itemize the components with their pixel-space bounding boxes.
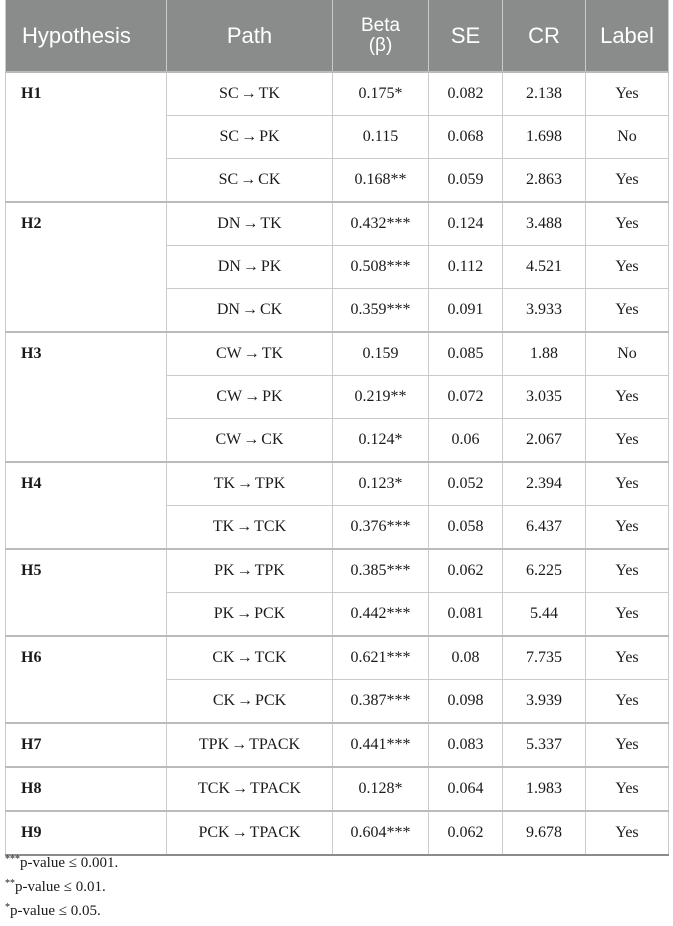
path-from: SC (218, 171, 239, 188)
path-cell (167, 636, 333, 680)
hypothesis-table (5, 0, 669, 856)
se-cell: 0.059 (429, 159, 503, 203)
se-cell: 0.068 (429, 116, 503, 159)
se-cell: 0.064 (429, 767, 503, 811)
path-cell (167, 332, 333, 376)
path-cell (167, 202, 333, 246)
path-to: TPACK (249, 824, 301, 841)
label-cell: Yes (586, 72, 669, 116)
path-cell (167, 593, 333, 637)
cr-cell: 3.939 (503, 680, 586, 724)
arrow-icon: → (240, 171, 257, 188)
se-cell: 0.098 (429, 680, 503, 724)
label-cell: Yes (586, 506, 669, 550)
hypothesis-cell: H8 (6, 767, 167, 811)
hypothesis-cell: H2 (6, 202, 167, 332)
arrow-icon: → (231, 824, 248, 841)
path-cell (167, 376, 333, 419)
beta-cell: 0.432*** (333, 202, 429, 246)
cr-cell: 3.933 (503, 289, 586, 333)
se-cell: 0.082 (429, 72, 503, 116)
se-cell: 0.124 (429, 202, 503, 246)
path-cell (167, 116, 333, 159)
path-to: TK (258, 85, 280, 102)
path-to: TPACK (250, 780, 301, 797)
footnote-mark: * (5, 902, 10, 913)
arrow-icon: → (242, 215, 259, 232)
footnote-text: p-value ≤ 0.001. (20, 855, 119, 871)
footnotes (5, 848, 118, 920)
label-cell: Yes (586, 419, 669, 463)
beta-cell: 0.604*** (333, 811, 429, 855)
beta-cell: 0.387*** (333, 680, 429, 724)
label-cell: Yes (586, 723, 669, 767)
path-cell (167, 723, 333, 767)
header-beta (333, 0, 429, 72)
se-cell: 0.058 (429, 506, 503, 550)
path-from: SC (219, 85, 239, 102)
arrow-icon: → (243, 345, 260, 362)
path-to: PCK (255, 692, 287, 709)
beta-cell: 0.168** (333, 159, 429, 203)
path-from: PCK (198, 824, 230, 841)
footnote (5, 872, 118, 896)
se-cell: 0.06 (429, 419, 503, 463)
cr-cell: 7.735 (503, 636, 586, 680)
header-path: Path (167, 0, 333, 72)
header-hypothesis: Hypothesis (6, 0, 167, 72)
arrow-icon: → (237, 692, 254, 709)
table-row (6, 202, 669, 246)
path-to: PK (260, 258, 282, 275)
beta-cell: 0.385*** (333, 549, 429, 593)
se-cell: 0.085 (429, 332, 503, 376)
cr-cell: 1.698 (503, 116, 586, 159)
path-cell (167, 72, 333, 116)
table-row (6, 723, 669, 767)
path-from: CK (212, 649, 235, 666)
beta-cell: 0.442*** (333, 593, 429, 637)
arrow-icon: → (241, 128, 258, 145)
arrow-icon: → (236, 518, 253, 535)
table-row (6, 72, 669, 116)
path-from: PK (214, 562, 235, 579)
label-cell: Yes (586, 636, 669, 680)
se-cell: 0.062 (429, 549, 503, 593)
path-to: TK (261, 345, 284, 362)
arrow-icon: → (231, 736, 248, 753)
footnote (5, 896, 118, 920)
arrow-icon: → (244, 388, 261, 405)
path-cell (167, 289, 333, 333)
beta-cell: 0.359*** (333, 289, 429, 333)
path-from: CK (212, 692, 236, 709)
label-cell: Yes (586, 159, 669, 203)
path-from: CW (215, 431, 242, 448)
cr-cell: 5.44 (503, 593, 586, 637)
path-from: DN (217, 258, 241, 275)
header-beta-symbol: (β) (368, 34, 393, 56)
path-from: TK (213, 475, 236, 492)
se-cell: 0.08 (429, 636, 503, 680)
beta-cell: 0.508*** (333, 246, 429, 289)
table-row (6, 462, 669, 506)
arrow-icon: → (241, 301, 258, 318)
path-from: SC (219, 128, 240, 145)
beta-cell: 0.124* (333, 419, 429, 463)
header-se: SE (429, 0, 503, 72)
arrow-icon: → (240, 85, 257, 102)
footnote-mark: ** (5, 878, 15, 889)
header-beta-text: Beta (360, 14, 401, 36)
arrow-icon: → (236, 562, 253, 579)
cr-cell: 5.337 (503, 723, 586, 767)
beta-cell: 0.376*** (333, 506, 429, 550)
label-cell: Yes (586, 246, 669, 289)
label-cell: Yes (586, 376, 669, 419)
table-row (6, 636, 669, 680)
header-label: Label (586, 0, 669, 72)
hypothesis-cell: H6 (6, 636, 167, 723)
arrow-icon: → (236, 605, 253, 622)
hypothesis-cell: H7 (6, 723, 167, 767)
cr-cell: 2.138 (503, 72, 586, 116)
se-cell: 0.091 (429, 289, 503, 333)
arrow-icon: → (243, 431, 260, 448)
cr-cell: 4.521 (503, 246, 586, 289)
cr-cell: 2.067 (503, 419, 586, 463)
path-from: CW (216, 388, 243, 405)
label-cell: Yes (586, 549, 669, 593)
header-row (6, 0, 669, 72)
cr-cell: 1.983 (503, 767, 586, 811)
cr-cell: 1.88 (503, 332, 586, 376)
footnote-mark: *** (5, 854, 20, 865)
beta-cell: 0.159 (333, 332, 429, 376)
path-to: CK (261, 431, 284, 448)
label-cell: Yes (586, 680, 669, 724)
cr-cell: 2.863 (503, 159, 586, 203)
beta-cell: 0.128* (333, 767, 429, 811)
path-to: CK (258, 171, 281, 188)
beta-cell: 0.123* (333, 462, 429, 506)
beta-cell: 0.175* (333, 72, 429, 116)
beta-cell: 0.621*** (333, 636, 429, 680)
path-to: CK (259, 301, 283, 318)
label-cell: No (586, 332, 669, 376)
path-from: CW (215, 345, 242, 362)
label-cell: Yes (586, 593, 669, 637)
path-from: TK (212, 518, 235, 535)
footnote (5, 848, 118, 872)
cr-cell: 2.394 (503, 462, 586, 506)
se-cell: 0.072 (429, 376, 503, 419)
hypothesis-cell: H4 (6, 462, 167, 549)
path-cell (167, 246, 333, 289)
label-cell: Yes (586, 202, 669, 246)
cr-cell: 3.488 (503, 202, 586, 246)
beta-cell: 0.441*** (333, 723, 429, 767)
path-to: TPK (254, 562, 285, 579)
path-to: TCK (254, 518, 287, 535)
cr-cell: 6.225 (503, 549, 586, 593)
cr-cell: 9.678 (503, 811, 586, 855)
table-row (6, 549, 669, 593)
path-from: DN (216, 301, 240, 318)
table-row (6, 332, 669, 376)
hypothesis-cell: H3 (6, 332, 167, 462)
path-cell (167, 680, 333, 724)
arrow-icon: → (237, 475, 254, 492)
path-from: DN (217, 215, 241, 232)
label-cell: No (586, 116, 669, 159)
hypothesis-cell: H9 (6, 811, 167, 855)
path-from: TCK (198, 780, 230, 797)
path-from: TPK (198, 736, 230, 753)
se-cell: 0.081 (429, 593, 503, 637)
arrow-icon: → (232, 780, 248, 797)
label-cell: Yes (586, 462, 669, 506)
arrow-icon: → (242, 258, 259, 275)
footnote-text: p-value ≤ 0.01. (15, 879, 106, 895)
path-to: TCK (254, 649, 287, 666)
label-cell: Yes (586, 811, 669, 855)
footnote-text: p-value ≤ 0.05. (10, 903, 101, 919)
path-cell (167, 549, 333, 593)
path-from: PK (213, 605, 235, 622)
path-to: PK (262, 388, 283, 405)
path-cell (167, 506, 333, 550)
path-cell (167, 462, 333, 506)
path-cell (167, 767, 333, 811)
label-cell: Yes (586, 767, 669, 811)
path-to: PCK (254, 605, 286, 622)
cr-cell: 3.035 (503, 376, 586, 419)
se-cell: 0.112 (429, 246, 503, 289)
table-row (6, 767, 669, 811)
arrow-icon: → (236, 649, 253, 666)
cr-cell: 6.437 (503, 506, 586, 550)
path-to: TK (260, 215, 282, 232)
table-body (6, 72, 669, 855)
path-to: TPK (255, 475, 286, 492)
hypothesis-cell: H5 (6, 549, 167, 636)
se-cell: 0.062 (429, 811, 503, 855)
beta-cell: 0.115 (333, 116, 429, 159)
hypothesis-cell: H1 (6, 72, 167, 202)
se-cell: 0.083 (429, 723, 503, 767)
path-cell (167, 159, 333, 203)
path-cell (167, 419, 333, 463)
path-to: TPACK (249, 736, 301, 753)
header-cr: CR (503, 0, 586, 72)
label-cell: Yes (586, 289, 669, 333)
path-cell (167, 811, 333, 855)
beta-cell: 0.219** (333, 376, 429, 419)
se-cell: 0.052 (429, 462, 503, 506)
path-to: PK (259, 128, 280, 145)
